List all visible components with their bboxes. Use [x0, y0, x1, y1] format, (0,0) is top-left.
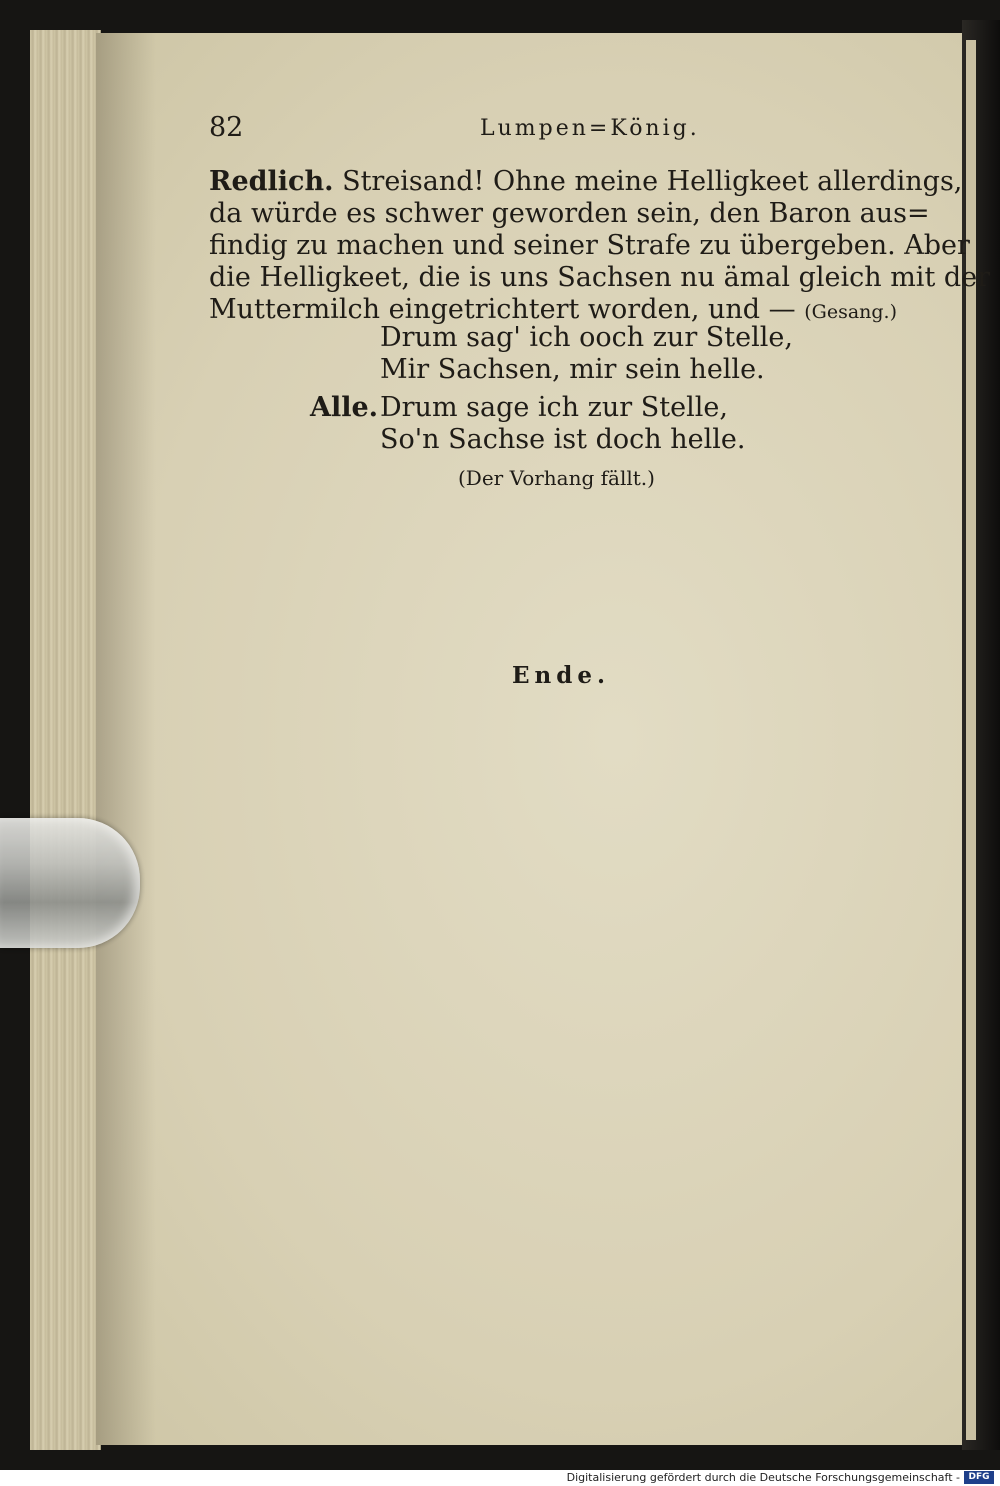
verse-line-4: So'n Sachse ist doch helle.: [380, 424, 746, 455]
footer-bar: [0, 1470, 1000, 1486]
dialogue-text: Muttermilch eingetrichtert worden, und —: [209, 294, 805, 325]
verse-line-1: Drum sag' ich ooch zur Stelle,: [380, 322, 793, 353]
stage-direction: (Gesang.): [804, 301, 898, 323]
dialogue-line-4: die Helligkeet, die is uns Sachsen nu ämal gleich mit der: [209, 262, 991, 293]
page-clip: [0, 818, 140, 948]
dialogue-line-3: findig zu machen und seiner Strafe zu übergeben. Aber: [209, 230, 970, 261]
dialogue-line-5: [209, 294, 897, 325]
verse-line-2: Mir Sachsen, mir sein helle.: [380, 354, 765, 385]
speaker-name: Redlich.: [209, 166, 334, 197]
dialogue-line-2: da würde es schwer geworden sein, den Baron aus=: [209, 198, 930, 229]
running-title: Lumpen=König.: [480, 116, 700, 141]
dfg-logo: DFG: [964, 1471, 994, 1484]
page-edges: [30, 30, 101, 1450]
verse-line-3: Drum sage ich zur Stelle,: [380, 392, 728, 423]
dialogue-text: Streisand! Ohne meine Helligkeet allerdings,: [333, 166, 963, 197]
chorus-speaker: Alle.: [310, 392, 379, 423]
dialogue-line-1: [209, 166, 962, 197]
page-number: 82: [209, 112, 244, 143]
end-marker: Ende.: [512, 662, 610, 689]
curtain-direction: (Der Vorhang fällt.): [458, 466, 655, 490]
footer-credit: Digitalisierung gefördert durch die Deutsche Forschungsgemeinschaft -: [566, 1471, 960, 1484]
spine-shadow: [96, 33, 156, 1445]
